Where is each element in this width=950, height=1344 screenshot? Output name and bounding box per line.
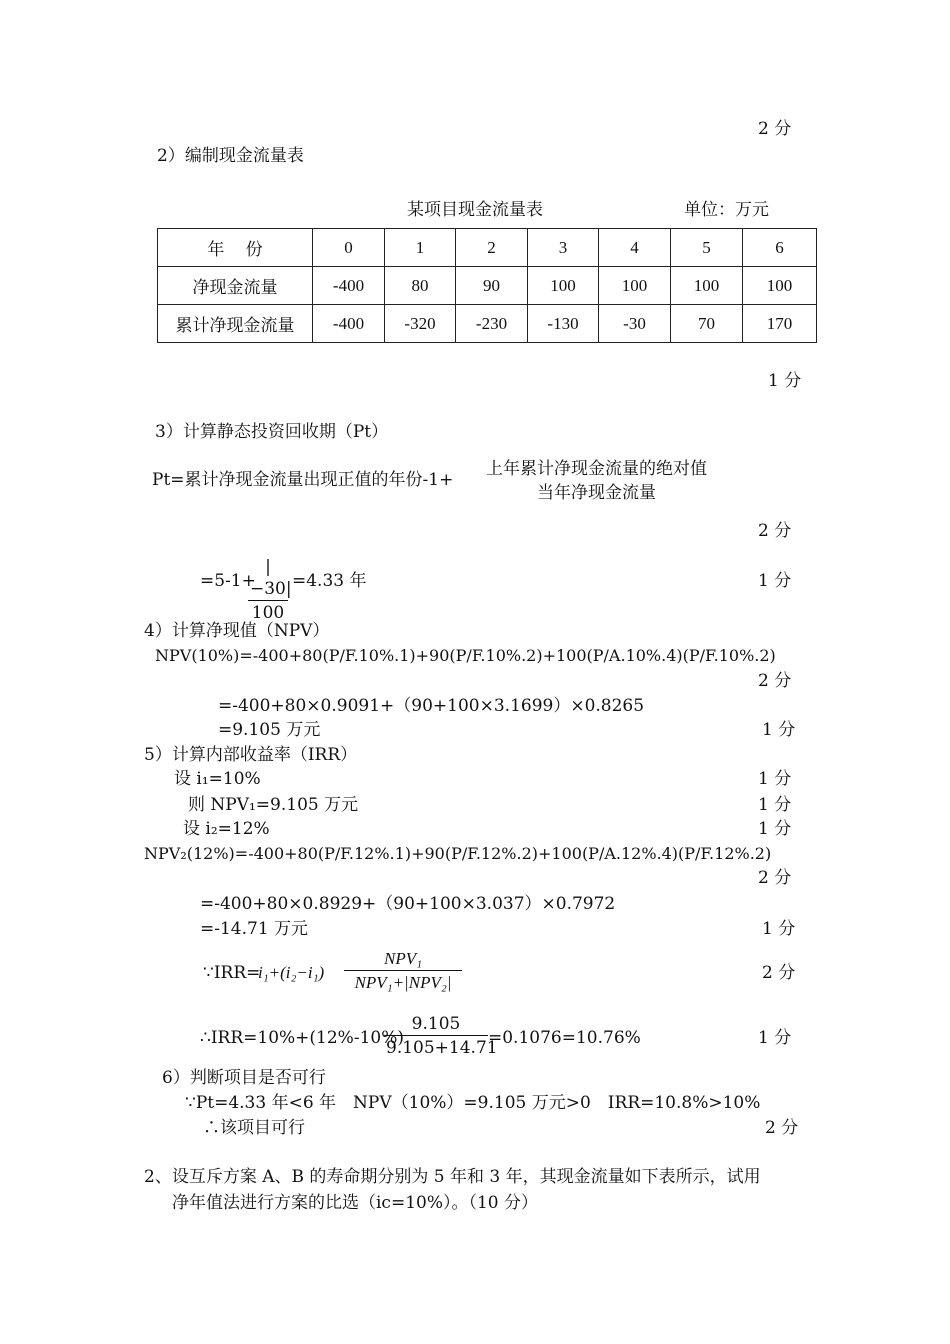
- section-heading-npv: 4）计算净现值（NPV）: [144, 621, 330, 641]
- pt-calc-numerator: |−30|: [250, 557, 292, 599]
- score-label: 2 分: [758, 671, 792, 691]
- pt-calc-denominator: 100: [251, 603, 285, 623]
- irr-formula-numerator: NPV₁: [344, 948, 462, 971]
- table-header-cell: 1: [385, 229, 456, 267]
- score-label: 1 分: [758, 1028, 792, 1048]
- npv-calc-line2: =9.105 万元: [218, 720, 321, 740]
- table-cell: 100: [743, 267, 817, 305]
- irr-calc-numerator: 9.105: [384, 1013, 488, 1036]
- score-label: 2 分: [758, 521, 792, 541]
- irr-calc-lhs: ∴IRR=10%+(12%-10%): [200, 1028, 404, 1048]
- irr-calc-result: =0.1076=10.76%: [488, 1028, 641, 1048]
- score-label: 2 分: [758, 868, 792, 888]
- irr-formula-lhs: ∵IRR=: [203, 963, 261, 983]
- table-cell: -400: [313, 267, 385, 305]
- irr-assume-i1: 设 i₁=10%: [174, 769, 261, 789]
- table-row-label: 净现金流量: [158, 267, 313, 305]
- table-unit: 单位：万元: [684, 200, 769, 220]
- section-heading-irr: 5）计算内部收益率（IRR）: [144, 745, 358, 765]
- table-cell: -400: [313, 305, 385, 343]
- pt-formula-numerator: 上年累计净现金流量的绝对值: [486, 459, 707, 479]
- score-label: 1 分: [768, 371, 802, 391]
- table-header-cell: 3: [528, 229, 599, 267]
- irr-calc-fraction: [384, 1013, 498, 1060]
- table-row: [158, 229, 817, 267]
- table-cell: 90: [456, 267, 528, 305]
- question-2-line1: 2、设互斥方案 A、B 的寿命期分别为 5 年和 3 年，其现金流量如下表所示，试用: [144, 1167, 761, 1187]
- table-cell: 170: [743, 305, 817, 343]
- pt-calc-result: =4.33 年: [292, 571, 367, 591]
- pt-formula-lhs: Pt=累计净现金流量出现正值的年份-1+: [152, 470, 454, 490]
- table-header-cell: 0: [313, 229, 385, 267]
- section-heading-cash-flow: 2）编制现金流量表: [157, 146, 304, 166]
- score-label: 1 分: [758, 819, 792, 839]
- table-header-cell: 6: [743, 229, 817, 267]
- irr-formula-expr: i₁+(i₂−i₁): [258, 963, 325, 982]
- pt-formula-denominator: 当年净现金流量: [537, 483, 656, 503]
- score-label: 1 分: [758, 571, 792, 591]
- npv-formula: NPV(10%)=-400+80(P/F.10%.1)+90(P/F.10%.2)+100(P/A.10%.4)(P/F.10%.2): [155, 646, 776, 665]
- table-cell: -230: [456, 305, 528, 343]
- judgement-reasons: ∵Pt=4.33 年<6 年 NPV（10%）=9.105 万元>0 IRR=10.8%>10%: [185, 1093, 761, 1113]
- pt-calc-fraction: [248, 556, 292, 625]
- section-heading-judgement: 6）判断项目是否可行: [162, 1068, 326, 1088]
- npv-calc-line1: =-400+80×0.9091+（90+100×3.1699）×0.8265: [218, 696, 645, 716]
- table-cell: -30: [599, 305, 671, 343]
- table-title: 某项目现金流量表: [407, 200, 543, 220]
- table-cell: 70: [671, 305, 743, 343]
- table-header-cell: 5: [671, 229, 743, 267]
- pt-calc-lhs: =5-1+: [200, 571, 256, 591]
- table-header-cell: 4: [599, 229, 671, 267]
- table-header-cell: 年 份: [158, 229, 313, 267]
- table-row-label: 累计净现金流量: [158, 305, 313, 343]
- npv2-calc-line2: =-14.71 万元: [200, 919, 309, 939]
- cash-flow-table: [157, 228, 817, 343]
- npv2-calc-line1: =-400+80×0.8929+（90+100×3.037）×0.7972: [200, 894, 616, 914]
- table-row: [158, 267, 817, 305]
- irr-calc-denominator: 9.105+14.71: [386, 1038, 498, 1058]
- irr-formula-denominator: NPV₁+|NPV₂|: [354, 973, 452, 992]
- table-cell: -320: [385, 305, 456, 343]
- judgement-conclusion: ∴该项目可行: [203, 1118, 305, 1138]
- score-label: 1 分: [758, 795, 792, 815]
- score-label: 2 分: [762, 963, 796, 983]
- question-2-line2: 净年值法进行方案的比选（ic=10%）。（10 分）: [172, 1193, 539, 1213]
- section-heading-payback: 3）计算静态投资回收期（Pt）: [155, 422, 389, 442]
- pt-formula-fraction: [486, 457, 707, 505]
- irr-formula-fraction: [344, 948, 462, 995]
- table-cell: 100: [599, 267, 671, 305]
- table-cell: -130: [528, 305, 599, 343]
- score-label: 2 分: [758, 119, 792, 139]
- score-label: 1 分: [762, 919, 796, 939]
- table-cell: 80: [385, 267, 456, 305]
- table-row: [158, 305, 817, 343]
- npv2-formula: NPV₂(12%)=-400+80(P/F.12%.1)+90(P/F.12%.2)+100(P/A.12%.4)(P/F.12%.2): [144, 844, 772, 863]
- irr-assume-i2: 设 i₂=12%: [183, 819, 270, 839]
- table-cell: 100: [671, 267, 743, 305]
- score-label: 1 分: [758, 769, 792, 789]
- irr-npv1: 则 NPV₁=9.105 万元: [188, 795, 359, 815]
- table-header-cell: 2: [456, 229, 528, 267]
- table-cell: 100: [528, 267, 599, 305]
- score-label: 2 分: [765, 1118, 799, 1138]
- score-label: 1 分: [762, 720, 796, 740]
